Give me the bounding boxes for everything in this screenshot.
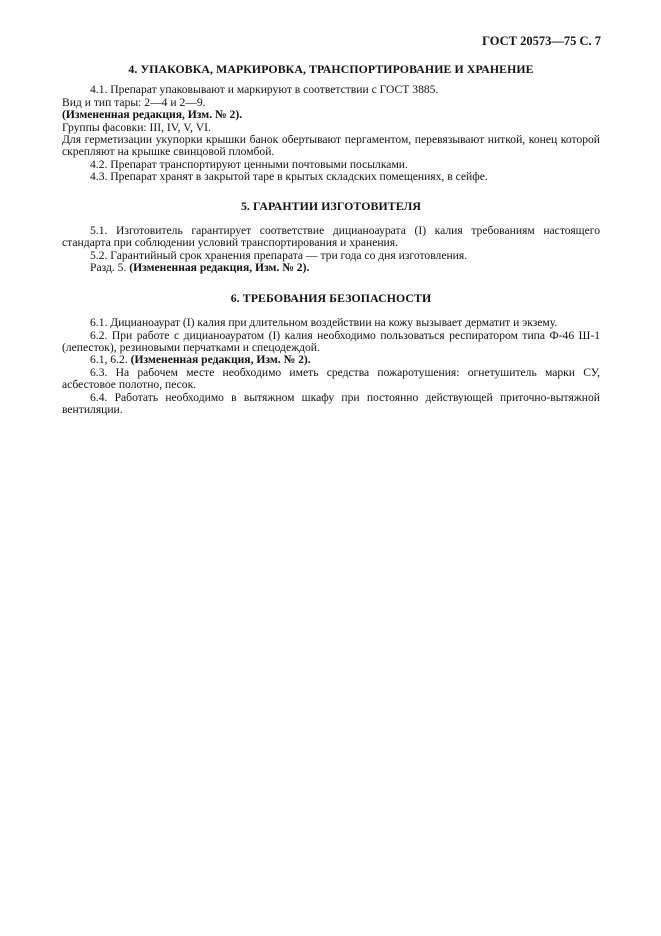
para-6-4: 6.4. Работать необходимо в вытяжном шкафу при постоянно действующей приточно-вытяжной вентиляции.: [62, 390, 600, 416]
para-4-sealing: Для герметизации укупорки крышки банок обертывают пергаментом, перевязывают ниткой, конец которой скрепляют на крышке свинцовой пломбой.: [62, 133, 600, 159]
para-4-1: 4.1. Препарат упаковывают и маркируют в соответствии с ГОСТ 3885.: [90, 83, 439, 97]
document-body: [62, 63, 600, 416]
para-4-container-type: Вид и тип тары: 2—4 и 2—9.: [62, 95, 206, 109]
para-4-packing-groups: Группы фасовки: III, IV, V, VI.: [62, 120, 211, 134]
section-6-title: 6. ТРЕБОВАНИЯ БЕЗОПАСНОСТИ: [230, 290, 432, 305]
para-6-1: 6.1. Дицианоаурат (I) калия при длительном воздействии на кожу вызывает дерматит и экзему.: [90, 316, 558, 330]
para-6-3: 6.3. На рабочем месте необходимо иметь средства пожаротушения: огнетушитель марки СУ, асбестовое полотно, песок.: [62, 365, 600, 392]
para-6-amendment-note: (Измененная редакция, Изм. № 2).: [130, 353, 311, 367]
para-5-2: 5.2. Гарантийный срок хранения препарата — три года со дня изготовления.: [90, 248, 468, 262]
para-5-amendment: [62, 262, 600, 274]
para-4-3: 4.3. Препарат хранят в закрытой таре в крытых складских помещениях, в сейфе.: [90, 170, 488, 184]
para-4-2: 4.2. Препарат транспортируют ценными почтовыми посылками.: [90, 157, 408, 171]
para-6-2: 6.2. При работе с дицианоауратом (I) калия необходимо пользоваться респиратором типа Ф-46 Ш-1 (лепесток), резиновыми перчатками и спецодеждой.: [62, 328, 600, 354]
para-6-amendment: [62, 354, 600, 366]
page-header-reference: ГОСТ 20573—75 С. 7: [482, 34, 601, 48]
section-5-title: 5. ГАРАНТИИ ИЗГОТОВИТЕЛЯ: [240, 198, 422, 213]
para-5-amendment-note: (Измененная редакция, Изм. № 2).: [129, 261, 310, 275]
para-5-1: 5.1. Изготовитель гарантирует соответствие дицианоаурата (I) калия требованиям настоящего стандарта при соблюдении условий транспортирования и хранения.: [62, 224, 600, 250]
section-4-title: 4. УПАКОВКА, МАРКИРОВКА, ТРАНСПОРТИРОВАНИЕ И ХРАНЕНИЕ: [128, 62, 534, 76]
para-5-amendment-prefix: Разд. 5.: [90, 261, 127, 275]
para-4-amendment: (Измененная редакция, Изм. № 2).: [62, 108, 243, 122]
para-6-amendment-prefix: 6.1, 6.2.: [90, 353, 128, 367]
